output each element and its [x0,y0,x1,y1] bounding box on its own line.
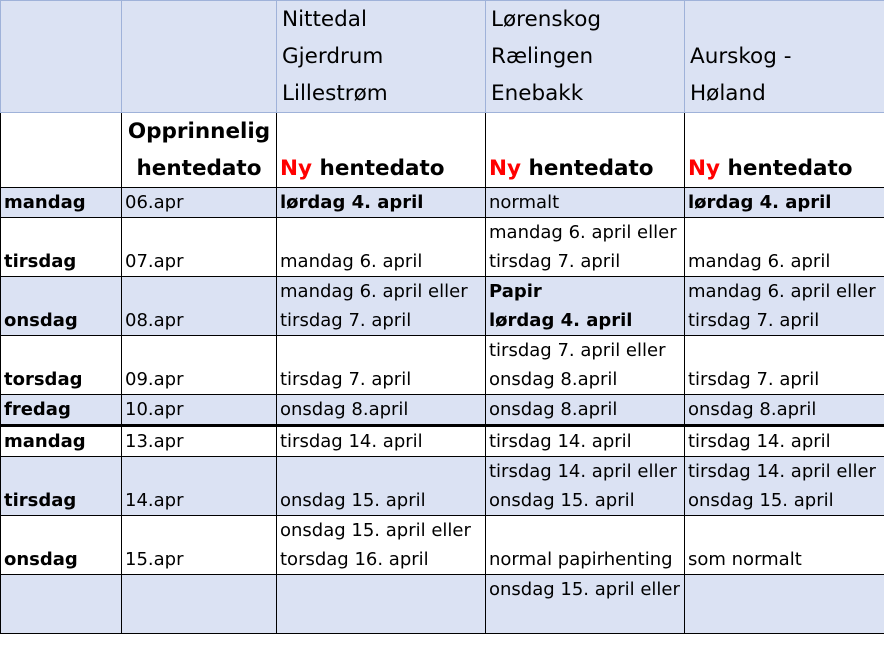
new-date-cell[interactable]: mandag 6. april eller tirsdag 7. april [486,218,685,277]
new-date-cell[interactable]: onsdag 8.april [277,395,486,425]
date-cell[interactable]: 08.apr [122,277,277,336]
day-cell[interactable]: tirsdag [1,457,122,516]
new-date-cell[interactable]: lørdag 4. april [685,188,884,218]
new-date-cell[interactable]: onsdag 15. april eller torsdag 16. april [277,516,486,575]
header-region-nittedal[interactable]: Nittedal Gjerdrum Lillestrøm [277,1,486,113]
new-date-cell[interactable]: tirsdag 14. april [277,427,486,457]
date-cell[interactable]: 06.apr [122,188,277,218]
day-cell[interactable]: mandag [1,427,122,457]
day-cell[interactable]: onsdag [1,516,122,575]
header-new-date-1[interactable]: Ny hentedato [277,113,486,188]
new-date-cell[interactable]: tirsdag 14. april eller onsdag 15. april [486,457,685,516]
header-regions-row [1,1,884,113]
header-new-date-2[interactable]: Ny hentedato [486,113,685,188]
table-row [1,188,884,218]
date-cell[interactable] [122,575,277,634]
table-row [1,218,884,277]
new-date-cell[interactable]: Papir lørdag 4. april [486,277,685,336]
new-date-cell[interactable]: som normalt [685,516,884,575]
header-corner-cell[interactable] [1,1,122,113]
new-date-cell[interactable]: mandag 6. april [277,218,486,277]
header-original-date[interactable]: Opprinnelig hentedato [122,113,277,188]
new-date-cell[interactable]: tirsdag 7. april [277,336,486,395]
table-row [1,277,884,336]
day-cell[interactable]: tirsdag [1,218,122,277]
header-region-aurskog[interactable]: Aurskog - Høland [685,1,884,113]
table-row [1,336,884,395]
date-cell[interactable]: 13.apr [122,427,277,457]
new-date-cell[interactable]: mandag 6. april eller tirsdag 7. april [277,277,486,336]
day-cell[interactable]: mandag [1,188,122,218]
date-cell[interactable]: 09.apr [122,336,277,395]
table-row [1,457,884,516]
header-new-date-3[interactable]: Ny hentedato [685,113,884,188]
new-date-cell[interactable]: tirsdag 14. april [685,427,884,457]
table-row [1,427,884,457]
table-row [1,516,884,575]
new-date-cell[interactable]: tirsdag 7. april eller onsdag 8.april [486,336,685,395]
new-date-cell[interactable]: normalt [486,188,685,218]
header-empty-cell[interactable] [122,1,277,113]
table-row [1,395,884,425]
new-date-cell[interactable]: mandag 6. april [685,218,884,277]
new-date-cell[interactable]: onsdag 15. april eller [486,575,685,634]
new-date-cell[interactable] [685,575,884,634]
header-day-cell[interactable] [1,113,122,188]
new-date-cell[interactable]: tirsdag 7. april [685,336,884,395]
header-region-lorenskog[interactable]: Lørenskog Rælingen Enebakk [486,1,685,113]
day-cell[interactable]: onsdag [1,277,122,336]
new-date-cell[interactable]: onsdag 8.april [685,395,884,425]
header-labels-row [1,113,884,188]
date-cell[interactable]: 15.apr [122,516,277,575]
day-cell[interactable]: fredag [1,395,122,425]
new-date-cell[interactable]: normal papirhenting [486,516,685,575]
new-date-cell[interactable]: onsdag 8.april [486,395,685,425]
new-date-cell[interactable]: onsdag 15. april [277,457,486,516]
new-date-cell[interactable]: lørdag 4. april [277,188,486,218]
new-date-cell[interactable]: tirsdag 14. april [486,427,685,457]
date-cell[interactable]: 07.apr [122,218,277,277]
new-date-cell[interactable]: mandag 6. april eller tirsdag 7. april [685,277,884,336]
date-cell[interactable]: 14.apr [122,457,277,516]
table-row [1,575,884,634]
date-cell[interactable]: 10.apr [122,395,277,425]
new-date-cell[interactable] [277,575,486,634]
day-cell[interactable] [1,575,122,634]
new-date-cell[interactable]: tirsdag 14. april eller onsdag 15. april [685,457,884,516]
day-cell[interactable]: torsdag [1,336,122,395]
